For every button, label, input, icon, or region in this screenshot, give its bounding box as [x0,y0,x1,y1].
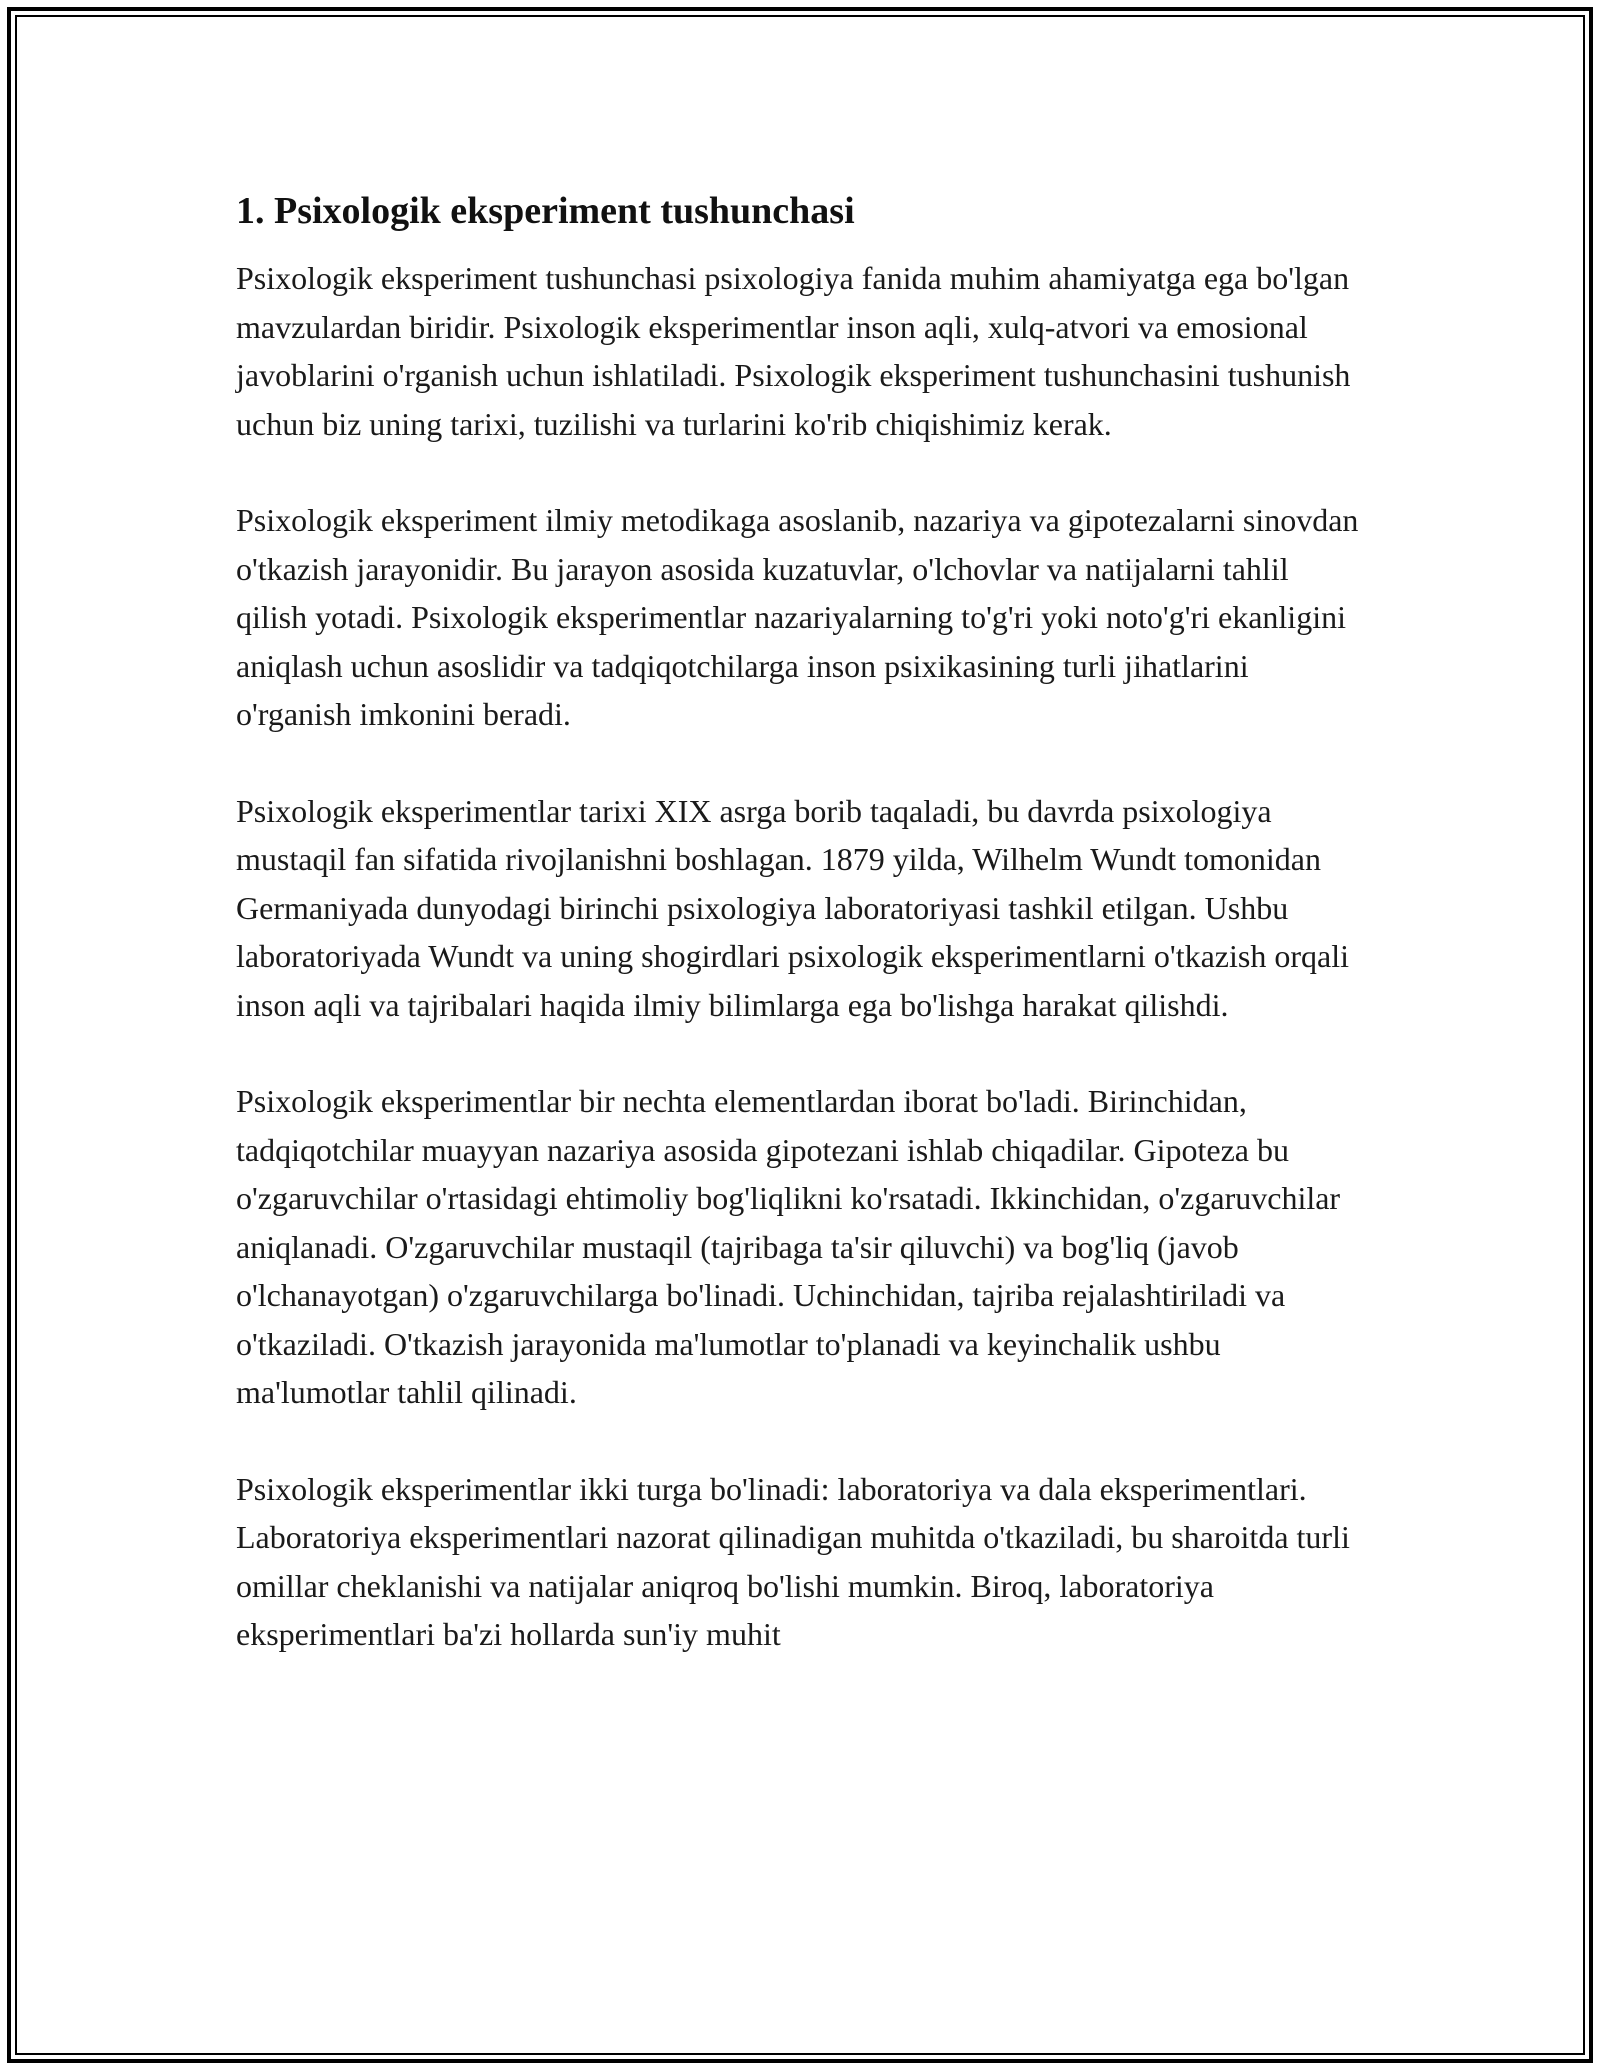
document-content [236,186,1366,1707]
paragraph-2: Psixologik eksperiment ilmiy metodikaga asoslanib, nazariya va gipotezalarni sinovdan o'tkazish jarayonidir. Bu jarayon asosida kuzatuvlar, o'lchovlar va natijalarni tahlil qilish yotadi. Psixologik eksperimentlar nazariyalarning to'g'ri yoki noto'g'ri ekanligini aniqlash uchun asoslidir va tadqiqotchilarga inson psixikasining turli jihatlarini o'rganish imkonini beradi. [236,502,1359,732]
paragraph-5: Psixologik eksperimentlar ikki turga bo'linadi: laboratoriya va dala eksperimentlari. Laboratoriya eksperimentlari nazorat qilinadigan muhitda o'tkaziladi, bu sharoitda turli omillar cheklanishi va natijalar aniqroq bo'lishi mumkin. Biroq, laboratoriya eksperimentlari ba'zi hollarda sun'iy muhit [236,1470,1350,1652]
paragraph-1: Psixologik eksperiment tushunchasi psixologiya fanida muhim ahamiyatga ega bo'lgan mavzulardan biridir. Psixologik eksperimentlar inson aqli, xulq-atvori va emosional javoblarini o'rganish uchun ishlatiladi. Psixologik eksperiment tushunchasini tushunish uchun biz uning tarixi, tuzilishi va turlarini ko'rib chiqishimiz kerak. [236,260,1351,442]
paragraph-3: Psixologik eksperimentlar tarixi XIX asrga borib taqaladi, bu davrda psixologiya mustaqil fan sifatida rivojlanishni boshlagan. 1879 yilda, Wilhelm Wundt tomonidan Germaniyada dunyodagi birinchi psixologiya laboratoriyasi tashkil etilgan. Ushbu laboratoriyada Wundt va uning shogirdlari psixologik eksperimentlarni o'tkazish orqali inson aqli va tajribalari haqida ilmiy bilimlarga ega bo'lishga harakat qilishdi. [236,792,1349,1023]
paragraph-4: Psixologik eksperimentlar bir nechta elementlardan iborat bo'ladi. Birinchidan, tadqiqotchilar muayyan nazariya asosida gipotezani ishlab chiqadilar. Gipoteza bu o'zgaruvchilar o'rtasidagi ehtimoliy bog'liqlikni ko'rsatadi. Ikkinchidan, o'zgaruvchilar aniqlanadi. O'zgaruvchilar mustaqil (tajribaga ta'sir qiluvchi) va bog'liq (javob o'lchanayotgan) o'zgaruvchilarga bo'linadi. Uchinchidan, tajriba rejalashtiriladi va o'tkaziladi. O'tkazish jarayonida ma'lumotlar to'planadi va keyinchalik ushbu ma'lumotlar tahlil qilinadi. [236,1083,1341,1410]
section-heading: 1. Psixologik eksperiment tushunchasi [236,190,855,232]
